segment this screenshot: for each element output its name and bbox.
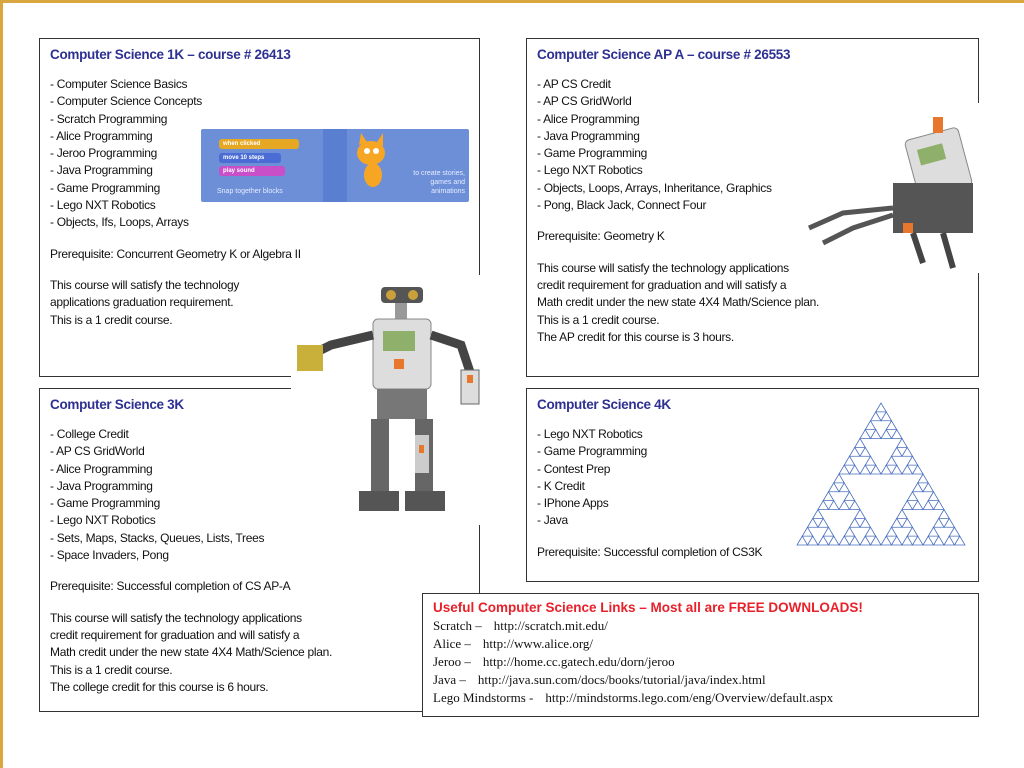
sierpinski-cell (813, 510, 824, 519)
note-line: The AP credit for this course is 3 hours. (537, 329, 734, 344)
note-line: The college credit for this course is 6 hours. (50, 679, 269, 694)
lego-robot-humanoid-image (291, 275, 511, 525)
link-name: Jeroo – (433, 654, 471, 669)
note-line: Math credit under the new state 4X4 Math/Science plan. (537, 295, 819, 310)
prerequisite: Prerequisite: Concurrent Geometry K or Algebra II (50, 246, 301, 261)
sierpinski-cell (923, 501, 934, 510)
topic-item: - Alice Programming (50, 461, 153, 476)
sierpinski-cell (850, 465, 861, 474)
topic-item: - Lego NXT Robotics (537, 427, 643, 441)
sierpinski-cell (860, 465, 871, 474)
sierpinski-cell (865, 527, 876, 536)
link-name: Alice – (433, 636, 471, 651)
topic-item: - Lego NXT Robotics (50, 513, 156, 528)
link-row (433, 671, 968, 689)
sierpinski-cell (934, 518, 945, 527)
topic-item: - AP CS Credit (537, 77, 611, 91)
sierpinski-cell (881, 412, 892, 421)
sierpinski-cell (902, 447, 913, 456)
topic-item: - IPhone Apps (537, 496, 609, 511)
sierpinski-cell (818, 518, 829, 527)
sierpinski-cell (881, 465, 892, 474)
topic-item: - Computer Science Concepts (50, 94, 202, 109)
topic-item: - Pong, Black Jack, Connect Four (537, 198, 707, 213)
sierpinski-cell (886, 421, 897, 430)
sierpinski-cell (855, 439, 866, 448)
sierpinski-cell (897, 510, 908, 519)
topic-item: - Alice Programming (50, 128, 153, 143)
prerequisite: Prerequisite: Geometry K (537, 229, 665, 244)
topic-item: - Game Programming (537, 146, 647, 161)
link-name: Lego Mindstorms - (433, 690, 534, 705)
note-line: This course will satisfy the technology (50, 277, 240, 292)
topic-item: - Sets, Maps, Stacks, Queues, Lists, Trees (50, 530, 265, 545)
sierpinski-cell (823, 492, 834, 501)
sierpinski-cell (808, 536, 819, 545)
note-line: This is a 1 credit course. (50, 662, 173, 677)
topic-item: - AP CS GridWorld (537, 94, 632, 109)
course-title: Computer Science AP A – course # 26553 (537, 47, 791, 62)
scratch-image (201, 129, 469, 202)
sierpinski-cell (850, 501, 861, 510)
topic-item: - AP CS GridWorld (50, 444, 145, 459)
caption-right: to create stories, games and animations (413, 170, 465, 195)
note-line: Math credit under the new state 4X4 Math/Science plan. (50, 645, 332, 660)
sierpinski-cell (881, 536, 892, 545)
sierpinski-cell (886, 527, 897, 536)
sierpinski-cell (850, 447, 861, 456)
note-line: This course will satisfy the technology applications (50, 610, 302, 625)
sierpinski-cell (902, 518, 913, 527)
sierpinski-cell (860, 447, 871, 456)
links-title: Useful Computer Science Links – Most all are FREE DOWNLOADS! (433, 600, 863, 615)
sierpinski-cell (844, 492, 855, 501)
sierpinski-cell (865, 456, 876, 465)
links-box (422, 593, 979, 717)
block-move: move 10 steps (219, 153, 281, 163)
sierpinski-cell (934, 501, 945, 510)
topic-item: - Alice Programming (537, 111, 640, 126)
sierpinski-cell (876, 403, 887, 412)
link-row (433, 653, 968, 671)
sierpinski-cell (829, 536, 840, 545)
topic-item: - Scratch Programming (50, 111, 168, 126)
sierpinski-cell (907, 527, 918, 536)
block-when-clicked: when clicked (219, 139, 299, 149)
scratch-cat-icon (349, 133, 399, 193)
sierpinski-cell (871, 412, 882, 421)
sierpinski-cell (871, 536, 882, 545)
topic-item: - Java Programming (50, 163, 153, 178)
sierpinski-cell (823, 527, 834, 536)
sierpinski-cell (928, 527, 939, 536)
sierpinski-cell (939, 510, 950, 519)
topic-item: - Lego NXT Robotics (537, 163, 643, 178)
sierpinski-cell (913, 465, 924, 474)
topic-item: - Game Programming (50, 180, 160, 195)
sierpinski-cell (902, 465, 913, 474)
caption-left: Snap together blocks (217, 188, 283, 195)
note-line: This is a 1 credit course. (50, 312, 173, 327)
sierpinski-cell (918, 474, 929, 483)
sierpinski-cell (839, 536, 850, 545)
link-name: Java – (433, 672, 466, 687)
sierpinski-cell (860, 518, 871, 527)
sierpinski-cell (829, 483, 840, 492)
sierpinski-cell (897, 439, 908, 448)
topic-item: - Java Programming (50, 478, 153, 493)
sierpinski-cell (871, 465, 882, 474)
sierpinski-cell (944, 536, 955, 545)
sierpinski-cell (850, 518, 861, 527)
sierpinski-cell (839, 465, 850, 474)
lego-robot-claw-image (803, 103, 979, 273)
sierpinski-triangle-image (795, 401, 967, 547)
topic-item: - Computer Science Basics (50, 77, 188, 91)
sierpinski-cell (892, 465, 903, 474)
link-url[interactable]: http://www.alice.org/ (482, 636, 594, 651)
prerequisite: Prerequisite: Successful completion of CS AP-A (50, 579, 291, 594)
sierpinski-cell (934, 536, 945, 545)
topic-item: - Lego NXT Robotics (50, 198, 156, 213)
topic-item: - Contest Prep (537, 461, 611, 476)
topic-item: - Game Programming (537, 444, 647, 459)
block-play-sound: play sound (219, 166, 285, 176)
sierpinski-cell (913, 501, 924, 510)
note-line: credit requirement for graduation and will satisfy a (537, 277, 787, 292)
course-title: Computer Science 4K (537, 397, 671, 412)
sierpinski-cell (844, 527, 855, 536)
sierpinski-cell (839, 483, 850, 492)
link-row (433, 635, 968, 653)
sierpinski-cell (881, 430, 892, 439)
sierpinski-cell (892, 518, 903, 527)
note-line: This course will satisfy the technology applications (537, 260, 789, 275)
sierpinski-cell (808, 518, 819, 527)
topic-item: - College Credit (50, 427, 129, 441)
topic-item: - Game Programming (50, 496, 160, 511)
sierpinski-cell (892, 447, 903, 456)
course-title: Computer Science 3K (50, 397, 184, 412)
sierpinski-cell (923, 483, 934, 492)
sierpinski-cell (834, 474, 845, 483)
sierpinski-cell (839, 501, 850, 510)
note-line: credit requirement for graduation and will satisfy a (50, 627, 300, 642)
sierpinski-cell (892, 430, 903, 439)
link-row (433, 617, 968, 635)
note-line: This is a 1 credit course. (537, 312, 660, 327)
sierpinski-cell (944, 518, 955, 527)
sierpinski-cell (902, 501, 913, 510)
link-url[interactable]: http://mindstorms.lego.com/eng/Overview/default.aspx (545, 690, 834, 705)
sierpinski-cell (797, 536, 808, 545)
sierpinski-cell (892, 536, 903, 545)
link-url[interactable]: http://home.cc.gatech.edu/dorn/jeroo (482, 654, 675, 669)
sierpinski-cell (860, 430, 871, 439)
course-title: Computer Science 1K – course # 26413 (50, 47, 291, 62)
topic-item: - Jeroo Programming (50, 146, 158, 161)
sierpinski-cell (955, 536, 966, 545)
topic-item: - Space Invaders, Pong (50, 548, 169, 563)
sierpinski-cell (902, 536, 913, 545)
sierpinski-cell (928, 492, 939, 501)
sierpinski-cell (949, 527, 960, 536)
sierpinski-cell (850, 536, 861, 545)
sierpinski-cell (855, 510, 866, 519)
sierpinski-cell (907, 456, 918, 465)
prerequisite: Prerequisite: Successful completion of CS3K (537, 544, 763, 559)
link-name: Scratch – (433, 618, 482, 633)
sierpinski-cell (818, 501, 829, 510)
sierpinski-cell (923, 536, 934, 545)
sierpinski-cell (860, 536, 871, 545)
link-row (433, 689, 968, 707)
sierpinski-cell (802, 527, 813, 536)
topic-item: - Java Programming (537, 128, 640, 143)
sierpinski-cell (886, 456, 897, 465)
sierpinski-cell (913, 536, 924, 545)
topic-item: - Objects, Ifs, Loops, Arrays (50, 215, 189, 230)
sierpinski-cell (829, 501, 840, 510)
sierpinski-cell (907, 492, 918, 501)
topic-item: - Java (537, 513, 568, 528)
sierpinski-cell (865, 421, 876, 430)
note-line: applications graduation requirement. (50, 295, 234, 310)
sierpinski-cell (818, 536, 829, 545)
link-url[interactable]: http://scratch.mit.edu/ (493, 618, 608, 633)
sierpinski-cell (913, 483, 924, 492)
link-url[interactable]: http://java.sun.com/docs/books/tutorial/java/index.html (477, 672, 766, 687)
sierpinski-cell (871, 430, 882, 439)
sierpinski-cell (844, 456, 855, 465)
topic-item: - K Credit (537, 478, 585, 493)
topic-item: - Objects, Loops, Arrays, Inheritance, Graphics (537, 180, 772, 195)
